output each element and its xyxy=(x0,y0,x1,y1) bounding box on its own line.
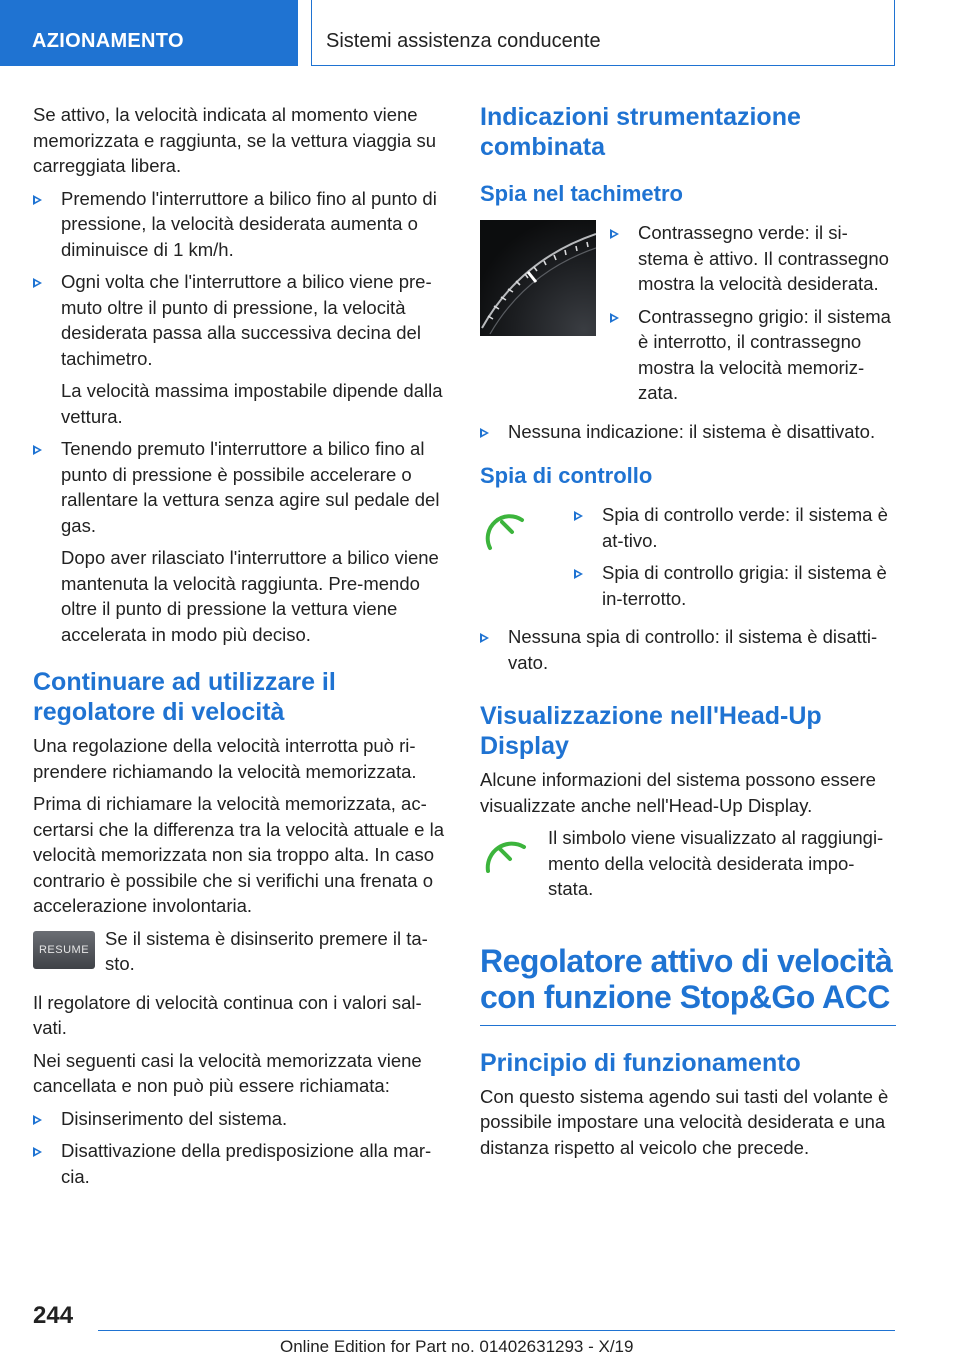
hud-symbol-text: Il simbolo viene visualizzato al raggiungi-mento della velocità desiderata impo-stata. xyxy=(548,827,884,899)
list-item xyxy=(480,419,896,445)
chapter-title: Sistemi assistenza conducente xyxy=(326,30,601,52)
intro-paragraph: Se attivo, la velocità indicata al momento viene memorizzata e raggiunta, se la vettura viaggia su carreggiata libera. xyxy=(33,104,437,176)
footer-divider xyxy=(98,1330,895,1331)
list-item xyxy=(33,1106,448,1132)
speedometer-legend xyxy=(610,220,896,413)
resume-button-icon xyxy=(33,931,95,969)
speedometer-icon xyxy=(480,220,596,336)
list-item-text: Contrassegno grigio: il sistema è interrotto, il contrassegno mostra la velocità memoriz-zata. xyxy=(638,305,891,403)
speed-indicator-icon xyxy=(480,508,534,554)
section-label: AZIONAMENTO xyxy=(32,30,184,52)
list-item xyxy=(574,560,896,611)
edition-note: Online Edition for Part no. 01402631293 - X/19 xyxy=(280,1337,634,1356)
list-item-text: Spia di controllo grigia: il sistema è in-terrotto. xyxy=(602,562,887,609)
page-number: 244 xyxy=(33,1302,74,1329)
hud-speed-icon xyxy=(480,833,532,877)
left-column xyxy=(33,102,448,1196)
chapter-title-box xyxy=(311,0,895,66)
indicator-figure-row xyxy=(480,502,896,618)
list-item-text: Premendo l'interruttore a bilico fino al punto di pressione, la velocità desiderata aumenta o diminuisce di 1 km/h. xyxy=(61,187,437,260)
list-item xyxy=(480,624,896,675)
paragraph: Prima di richiamare la velocità memorizzata, ac-certarsi che la differenza tra la velocità attuale e la velocità memorizzata non sia troppo alta. In caso contrario è possibile che si verifichi una frenata o accelerazione involontaria. xyxy=(33,793,444,916)
list-item xyxy=(610,304,896,406)
subsection-heading: Spia di controllo xyxy=(480,463,653,488)
list-item-text: Ogni volta che l'interruttore a bilico viene pre-muto oltre il punto di pressione, la velocità desiderata passa alla successiva decina del tachimetro. xyxy=(61,271,432,369)
section-heading: Continuare ad utilizzare il regolatore di velocità xyxy=(33,668,336,726)
subsection-heading: Spia nel tachimetro xyxy=(480,181,683,206)
indicator-light xyxy=(480,502,548,559)
paragraph: Una regolazione della velocità interrotta può ri-prendere richiamando la velocità memorizzata. xyxy=(33,735,417,782)
list-item xyxy=(574,502,896,553)
resume-figure-row xyxy=(33,926,448,984)
chapter-heading: Regolatore attivo di velocità con funzione Stop&Go ACC xyxy=(480,942,893,1015)
hud-figure-row xyxy=(480,825,896,909)
paragraph: Con questo sistema agendo sui tasti del volante è possibile impostare una velocità desiderata e una distanza rispetto al veicolo che precede. xyxy=(480,1085,889,1158)
hud-symbol xyxy=(480,825,538,882)
paragraph: Il regolatore di velocità continua con i valori sal-vati. xyxy=(33,991,422,1038)
list-item-text: Disinserimento del sistema. xyxy=(61,1107,288,1129)
list-item-note: La velocità massima impostabile dipende dalla vettura. xyxy=(61,380,443,427)
list-item xyxy=(33,436,448,647)
list-item-text: Contrassegno verde: il si-stema è attivo. Il contrassegno mostra la velocità desiderata. xyxy=(638,222,889,294)
list-item-text: Tenendo premuto l'interruttore a bilico fino al punto di pressione è possibile accelerare o rallentare la vettura senza agire sul pedale del gas. xyxy=(61,438,440,536)
list-item xyxy=(33,1138,448,1189)
resume-button-label: RESUME xyxy=(38,943,90,956)
list-item-text: Disattivazione della predisposizione alla mar-cia. xyxy=(61,1140,432,1187)
resume-text: Se il sistema è disinserito premere il ta-sto. xyxy=(105,927,428,974)
speedometer-figure-row xyxy=(480,220,896,413)
page-header xyxy=(0,0,960,66)
list-item-text: Spia di controllo verde: il sistema è at-tivo. xyxy=(602,504,888,551)
list-item xyxy=(610,220,896,297)
list-item-note: Dopo aver rilasciato l'interruttore a bilico viene mantenuta la velocità raggiunta. Pre-mendo oltre il punto di pressione la vettura viene accelerata in modo più deciso. xyxy=(61,547,439,645)
speedometer-image xyxy=(480,220,596,341)
section-heading: Indicazioni strumentazione combinata xyxy=(480,103,801,161)
heading-divider xyxy=(480,1025,896,1026)
section-tab xyxy=(0,0,298,66)
list-item-text: Nessuna indicazione: il sistema è disattivato. xyxy=(508,420,876,442)
paragraph: Alcune informazioni del sistema possono essere visualizzate anche nell'Head-Up Display. xyxy=(480,769,876,816)
section-heading: Principio di funzionamento xyxy=(480,1048,801,1077)
list-item xyxy=(33,269,448,429)
list-item-text: Nessuna spia di controllo: il sistema è disatti-vato. xyxy=(508,626,878,673)
list-item xyxy=(33,186,448,263)
paragraph: Nei seguenti casi la velocità memorizzata viene cancellata e non può più essere richiamata: xyxy=(33,1049,422,1096)
section-heading: Visualizzazione nell'Head-Up Display xyxy=(480,702,822,760)
indicator-legend xyxy=(574,502,896,618)
right-column xyxy=(480,102,896,1167)
